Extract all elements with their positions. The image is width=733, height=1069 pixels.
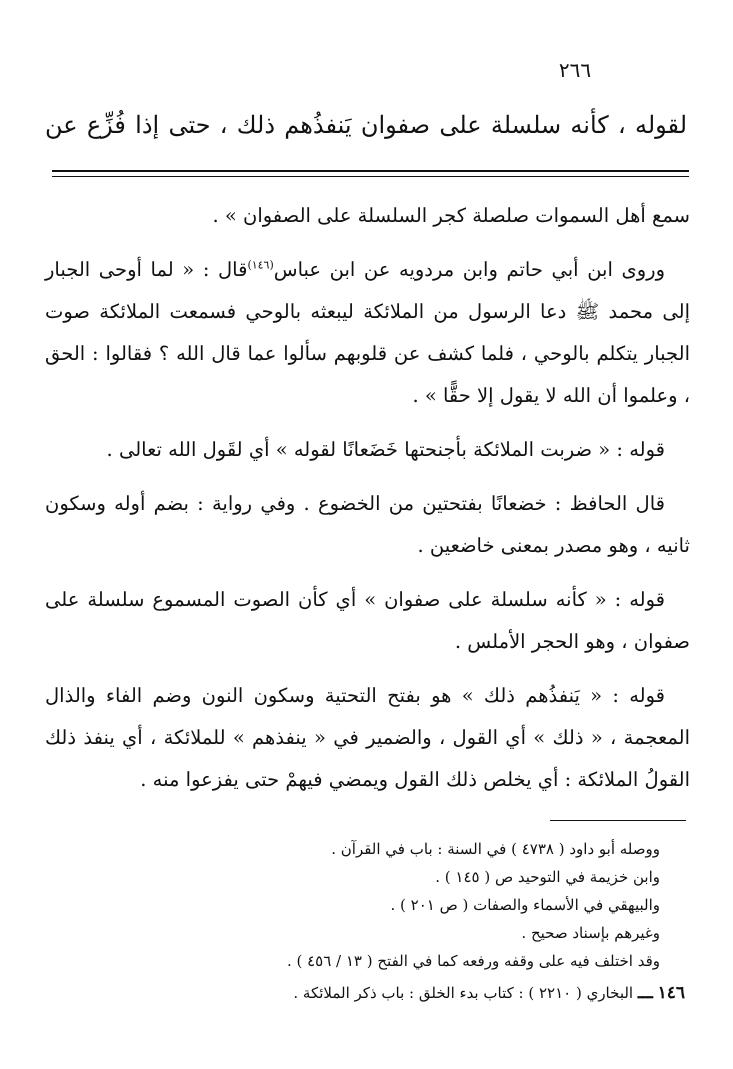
- paragraph-1: سمع أهل السموات صلصلة كجر السلسلة على الصفوان » .: [212, 204, 690, 227]
- paragraph-3: قوله : « ضربت الملائكة بأجنحتها خَضَعانًا لقوله » أي لقَول الله تعالى .: [106, 438, 665, 461]
- paragraph-5: قوله : « كأنه سلسلة على صفوان » أي كأن الصوت المسموع سلسلة على صفوان ، وهو الحجر الأملس .: [45, 588, 690, 653]
- footnote-reference: (١٤٦): [247, 258, 274, 272]
- main-text: [45, 195, 690, 813]
- paragraph-4: قال الحافظ : خضعانًا بفتحتين من الخضوع . وفي رواية : بضم أوله وسكون ثانيه ، وهو مصدر بمعنى خاضعين .: [45, 492, 690, 557]
- header-rule-thin: [52, 176, 689, 177]
- footnote-separator: [550, 820, 686, 821]
- paragraph-2-lead: وروى ابن أبي حاتم وابن مردويه عن ابن عباس: [273, 258, 666, 281]
- page-number: ٢٦٦: [558, 58, 592, 82]
- footnote-number: ١٤٦: [657, 983, 685, 1003]
- footnote-line: وابن خزيمة في التوحيد ص ( ١٤٥ ) .: [435, 868, 660, 886]
- footnote-line: والبيهقي في الأسماء والصفات ( ص ٢٠١ ) .: [390, 896, 660, 914]
- paragraph-6: قوله : « يَنفذُهم ذلك » هو بفتح التحتية وسكون النون وضم الفاء والذال المعجمة ، « ذلك » أي القول ، والضمير في « ينفذهم » للملائكة ، أي ينفذ ذلك القولُ الملائكة : أي يخلص ذلك القول ويمضي فيهمْ حتى يفزعوا منه .: [45, 684, 690, 791]
- paragraph-2: [45, 249, 690, 417]
- footnote-line: وغيرهم بإسناد صحيح .: [521, 924, 660, 942]
- footnote-dash: ـــ: [637, 983, 653, 1003]
- header-rule-thick: [52, 170, 689, 172]
- footnote-line: ووصله أبو داود ( ٤٧٣٨ ) في السنة : باب في القرآن .: [331, 840, 660, 858]
- running-header-text: لقوله ، كأنه سلسلة على صفوان يَنفذُهم ذلك ، حتى إذا فُزِّع عن: [45, 111, 687, 139]
- footnote-line: وقد اختلف فيه على وقفه ورفعه كما في الفتح ( ١٣ / ٤٥٦ ) .: [286, 952, 660, 970]
- footnote-text: البخاري ( ٢٢١٠ ) : كتاب بدء الخلق : باب ذكر الملائكة .: [293, 984, 634, 1002]
- footnotes: [45, 835, 685, 1007]
- paragraph-2-body: قال : « لما أوحى الجبار إلى محمد ﷺ دعا الرسول من الملائكة ليبعثه بالوحي فسمعت الملائكة صوت الجبار يتكلم بالوحي ، فلما كشف عن قلوبهم سألوا عما قال الله ؟ فقالوا : الحق ، وعلموا أن الله لا يقول إلا حقًّا » .: [45, 258, 690, 407]
- footnote-146: [45, 979, 685, 1007]
